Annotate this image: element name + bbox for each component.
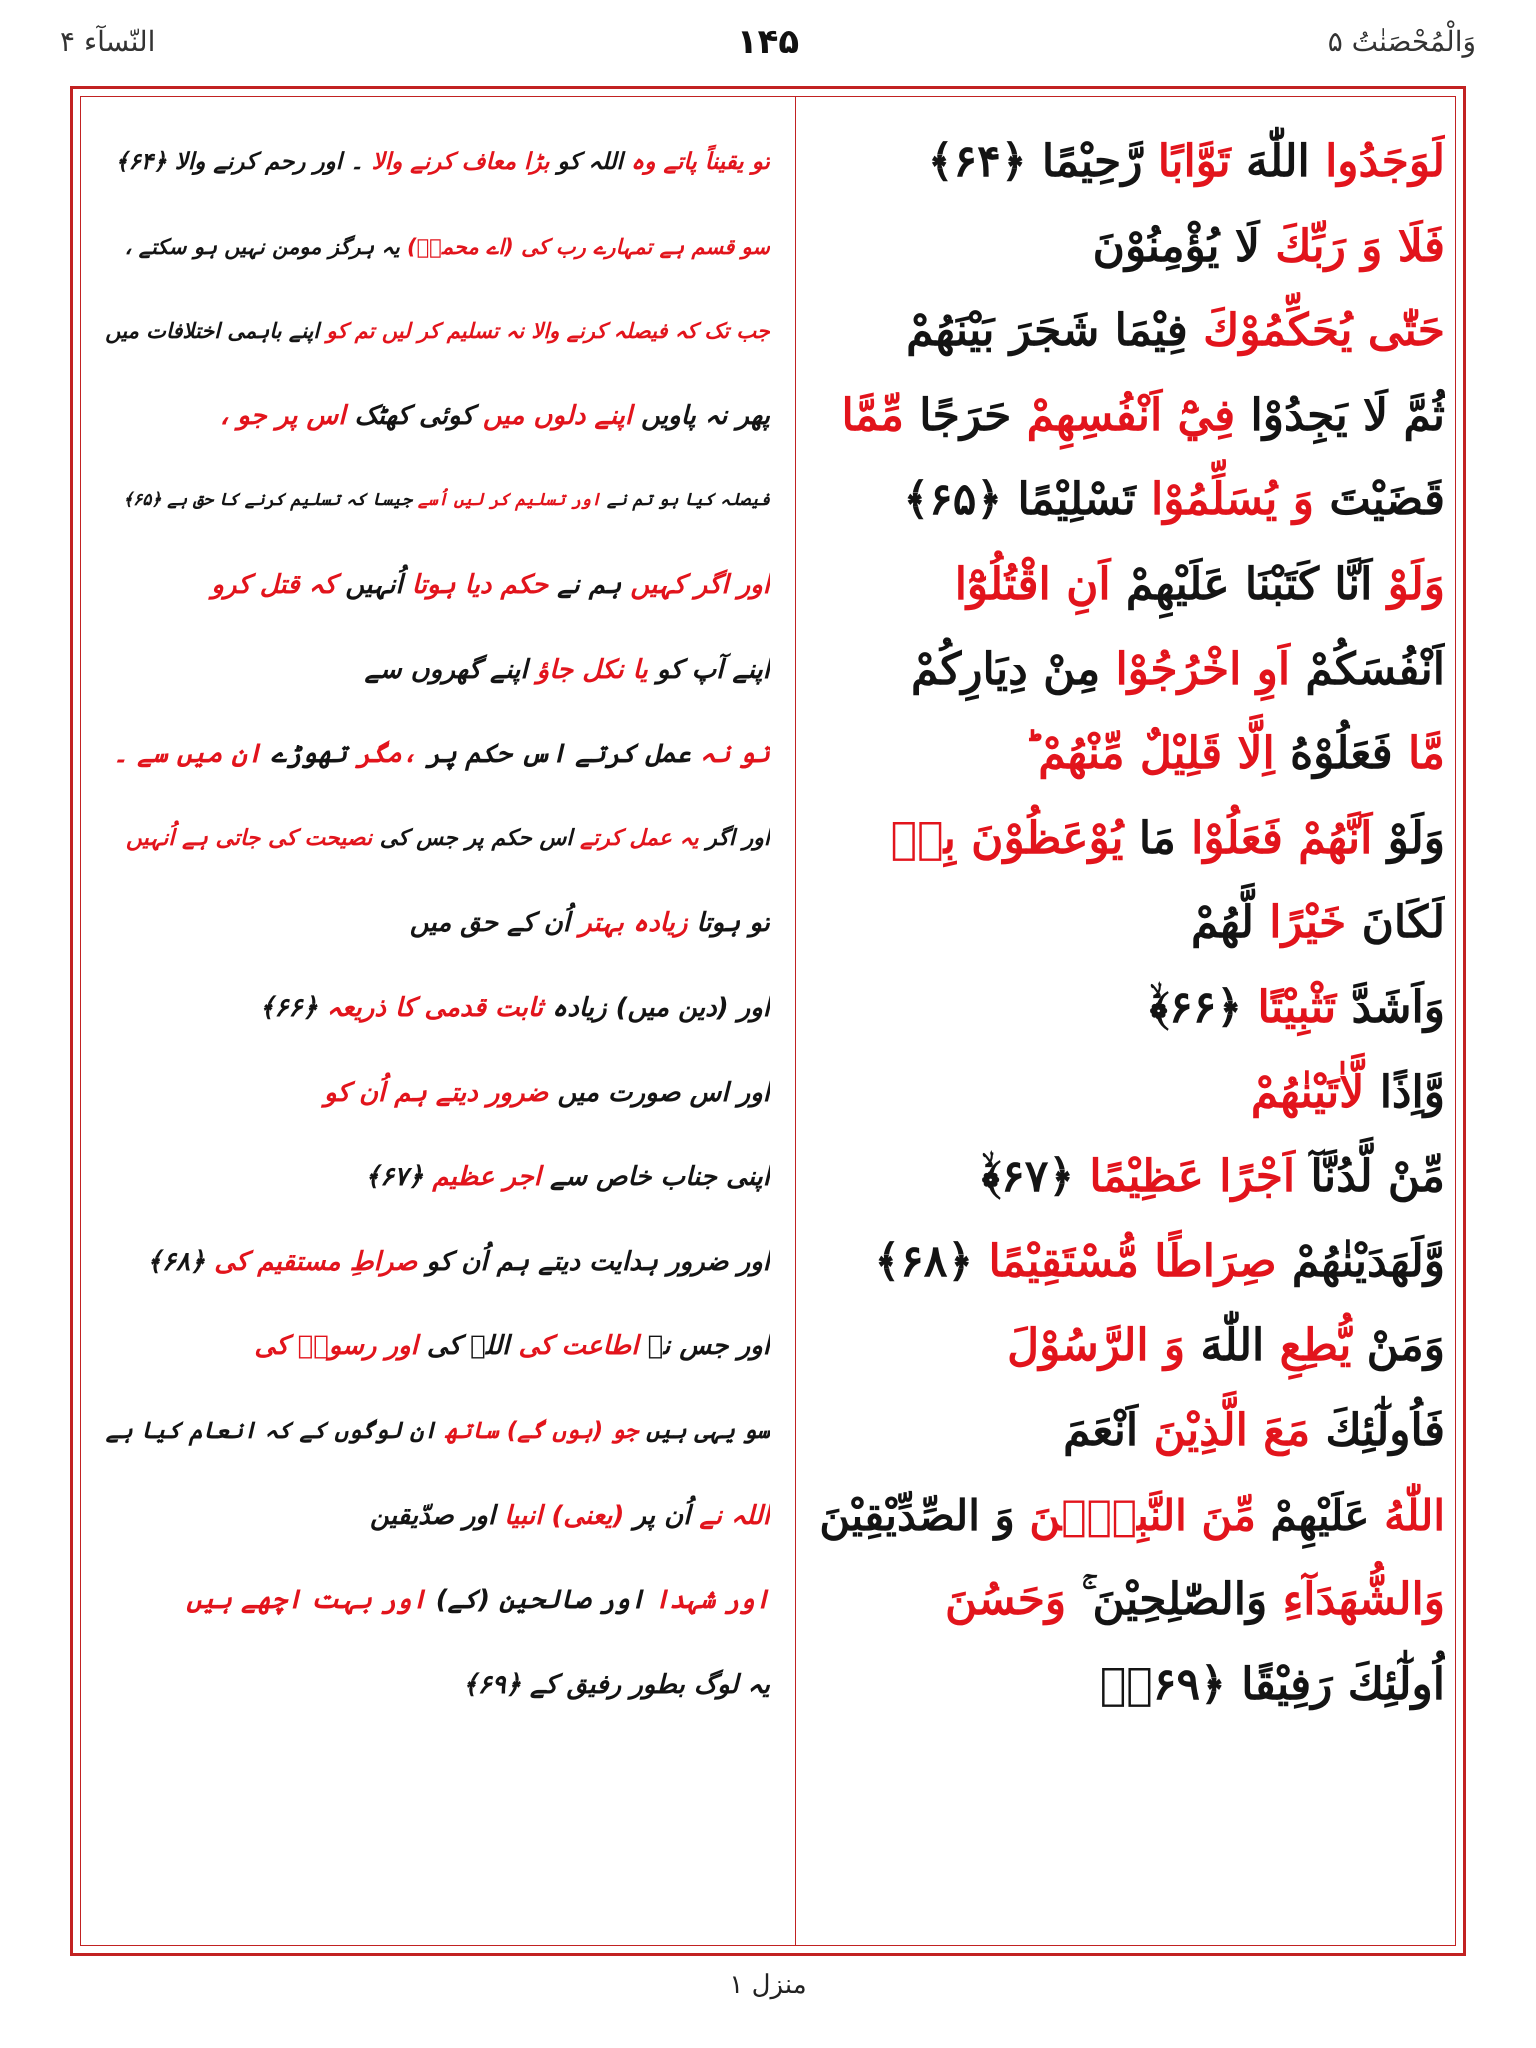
urdu-segment: حکم دیا ہوتا [402,569,549,600]
urdu-segment: اور صدّیقین [370,1500,496,1531]
arabic-segment: ﴿۶۷﴾ۙ [981,1151,1075,1203]
urdu-segment: اور شہدا [645,1585,770,1616]
arabic-segment: وَحَسُنَ [944,1574,1067,1626]
urdu-segment: جب تک کہ فیصلہ کرنے والا نہ تسلیم کر لیں تم کو [319,319,770,344]
urdu-segment: اور بہت اچھے ہیں [186,1585,427,1616]
urdu-segment: یا نکل جاؤ [527,654,648,685]
urdu-segment: پھر نہ پاویں [632,400,770,431]
urdu-segment: اور جس نے [638,1331,770,1362]
arabic-segment: مِّنْ لَّدُنَّآ [1295,1151,1445,1203]
verse-row [80,120,1456,205]
urdu-segment: اللہ نے [690,1500,770,1531]
urdu-segment: اس حکم پر جس کی [372,825,573,851]
urdu-translation-line [100,712,770,797]
arabic-segment: مَعَ الَّذِيْنَ [1138,1404,1311,1456]
urdu-segment: یہ عمل کرتے [572,825,699,851]
urdu-segment: اُنہیں [336,569,403,600]
arabic-segment: مَا [1123,812,1176,864]
arabic-segment: لَوَجَدُوا [1309,136,1445,187]
arabic-segment: يُوْعَظُوْنَ بِهٖ [890,812,1124,864]
arabic-segment: اَجْرًا عَظِيْمًا [1074,1151,1296,1203]
arabic-segment: اللّٰهَ [1185,1320,1265,1372]
urdu-segment: ،مگر [347,739,418,770]
urdu-segment: اور تسلیم کر لیں اُسے [411,490,601,511]
urdu-translation-line [100,1558,770,1643]
arabic-segment: وَلَوْ [1372,812,1445,864]
urdu-segment: ﴿۶۶﴾ [259,992,318,1023]
arabic-segment: فَلَا وَ رَبِّكَ [1259,220,1445,272]
arabic-line [805,1135,1445,1220]
verse-row [80,1474,1456,1559]
arabic-line [805,966,1445,1051]
arabic-segment: اِلَّا قَلِيْلٌ مِّنْهُمْ [1024,728,1275,780]
urdu-segment: اُن کے حق میں [409,908,571,939]
arabic-segment: لَّاٰتَيْنٰهُمْ [1250,1066,1365,1118]
verse-row [80,289,1456,374]
arabic-line [805,289,1445,374]
urdu-segment: اللہ کی [417,1331,510,1362]
verse-row [80,543,1456,628]
arabic-segment: اَوِ اخْرُجُوْا [1100,643,1291,695]
arabic-segment: اَنْفُسَكُمْ [1290,643,1445,695]
arabic-segment: حَرَجًا [903,389,1012,441]
arabic-line [805,1558,1445,1643]
urdu-segment: جو (ہوں گے) ساتھ [436,1417,639,1444]
urdu-segment: جیسا کہ تسلیم کرنے کا حق ہے ﴿۶۵﴾ [123,490,412,511]
arabic-line [805,1051,1445,1136]
urdu-segment: اُن پر [624,1500,691,1531]
urdu-translation-line [100,1474,770,1559]
urdu-segment: بڑا معاف کرنے والا [363,149,550,175]
urdu-segment: ضرور دیتے ہم اُن کو [324,1077,549,1108]
urdu-segment: اپنی جناب خاص سے [541,1162,770,1193]
urdu-segment: ان لوگوں کے کہ انعام کیا ہے [105,1417,437,1444]
urdu-segment: اور اس صورت میں [548,1077,770,1108]
urdu-segment: ﴿۶۸﴾ [146,1246,206,1277]
arabic-segment: وَّلَهَدَيْنٰهُمْ [1276,1235,1445,1287]
arabic-segment: فِيْمَا شَجَرَ بَيْنَهُمْ [906,305,1188,357]
urdu-segment: یہ ہرگز مومن نہیں ہو سکتے ، [124,234,400,259]
verse-lines [80,120,1456,1727]
arabic-segment: وَ يُسَلِّمُوْا [1135,474,1314,526]
urdu-translation-line [100,1220,770,1305]
urdu-segment: ثابت قدمی کا ذریعہ [317,992,543,1023]
verse-row [80,712,1456,797]
juz-name: وَالْمُحْصَنٰتُ ۵ [1327,25,1476,58]
arabic-line [805,712,1445,797]
urdu-segment: اللہ کو [549,149,623,175]
urdu-translation-line [100,1135,770,1220]
arabic-line [805,797,1445,882]
urdu-segment: اور (دین میں) زیادہ [542,992,770,1023]
arabic-line [805,1389,1445,1474]
arabic-line [805,881,1445,966]
urdu-segment: تھوڑے [261,739,348,770]
arabic-segment: فِيْٓ اَنْفُسِهِمْ [1011,389,1236,441]
arabic-segment: ثُمَّ لَا يَجِدُوْا [1235,389,1445,441]
urdu-segment: تو یقیناً پاتے وہ [622,149,770,175]
urdu-segment: ہم نے [548,569,622,600]
urdu-segment: اور اگر [698,825,770,851]
arabic-segment: تَثْبِيْتًا [1242,981,1337,1033]
arabic-segment: صِرَاطًا مُّسْتَقِيْمًا [973,1235,1277,1287]
urdu-translation-line [100,1304,770,1389]
urdu-segment: تو نہ [690,739,770,770]
arabic-segment: اَنْعَمَ [1063,1404,1139,1456]
arabic-segment: اَنِ اقْتُلُوْٓا [954,558,1111,610]
urdu-segment: زیادہ بہتر [570,908,688,939]
verse-row [80,1220,1456,1305]
verse-row [80,205,1456,290]
arabic-segment: وَلَوْ [1372,558,1445,610]
urdu-segment: تو ہوتا [687,908,770,939]
verse-row [80,1389,1456,1474]
urdu-translation-line [100,120,770,205]
verse-row [80,797,1456,882]
urdu-segment: کوئی کھٹک [345,400,474,431]
urdu-segment: اور رسولؐ کی [254,1331,418,1362]
urdu-segment: اپنے باہمی اختلافات میں [105,319,320,344]
urdu-translation-line [100,966,770,1051]
arabic-segment: رَّحِيْمًا ﴿۶۴﴾ [927,136,1143,187]
verse-row [80,1051,1456,1136]
arabic-line [805,628,1445,713]
arabic-line [805,1474,1445,1559]
arabic-segment: لَّهُمْ [1190,897,1254,949]
urdu-segment: ﴿۶۷﴾ [364,1162,424,1193]
arabic-line [805,1304,1445,1389]
urdu-segment: اطاعت کی [509,1331,639,1362]
urdu-segment: سو قسم ہے تمہارے رب کی (اے محمدؐ) [399,234,770,259]
urdu-segment: اور صالحین (کے) [426,1585,646,1616]
arabic-segment: وَ الصِّدِّيْقِيْنَ [819,1490,1015,1540]
surah-name: النّسآء ۴ [60,25,156,58]
arabic-segment: اُولٰٓئِكَ رَفِيْقًا ﴿۶۹﴾ؕ [1100,1658,1445,1710]
urdu-segment: نصیحت کی جاتی ہے اُنہیں [125,825,373,851]
urdu-translation-line [100,1389,770,1474]
arabic-line [805,1643,1445,1728]
urdu-segment: اپنے گھروں سے [364,654,528,685]
urdu-segment: اپنے آپ کو [647,654,770,685]
arabic-segment: مَّا [1392,728,1445,780]
arabic-segment: اللّٰهُ [1369,1490,1445,1540]
urdu-translation-line [100,543,770,628]
arabic-line [805,1220,1445,1305]
arabic-segment: ﴿۶۶﴾ۙ [1149,981,1243,1033]
arabic-segment: مِّمَّا [841,389,904,441]
arabic-line [805,458,1445,543]
arabic-segment: فَاُولٰٓئِكَ [1310,1404,1445,1456]
verse-row [80,881,1456,966]
arabic-segment: وَالشُّهَدَآءِ [1267,1574,1445,1626]
manzil-label: منزل ۱ [729,1970,807,2000]
arabic-segment: تَوَّابًا [1142,136,1231,187]
arabic-segment: ﴿۶۸﴾ [874,1235,974,1287]
arabic-segment: اَنَّهُمْ فَعَلُوْا [1175,812,1373,864]
urdu-translation-line [100,289,770,374]
arabic-segment: يُّطِعِ [1264,1320,1352,1372]
urdu-segment: اس پر جو ، [219,400,346,431]
arabic-segment: قَضَيْتَ [1314,474,1445,526]
urdu-translation-line [100,458,770,543]
arabic-segment: وَ الرَّسُوْلَ [1007,1320,1186,1372]
arabic-segment: تَسْلِيْمًا ﴿۶۵﴾ [903,474,1136,526]
urdu-translation-line [100,374,770,459]
arabic-line [805,205,1445,290]
urdu-segment: ان میں سے ۔ [112,739,262,770]
urdu-segment: سو یہی ہیں [638,1417,770,1444]
urdu-segment: عمل کرتے اس حکم پر [417,739,691,770]
verse-row [80,374,1456,459]
verse-row [80,966,1456,1051]
urdu-translation-line [100,205,770,290]
urdu-segment: فیصلہ کیا ہو تم نے [600,490,770,511]
urdu-segment: کہ قتل کرو [211,569,337,600]
urdu-translation-line [100,628,770,713]
urdu-translation-line [100,1051,770,1136]
arabic-segment: مِّنَ النَّبِيّٖنَ [1014,1490,1256,1540]
urdu-segment: اور ضرور ہدایت دیتے ہم اُن کو [417,1246,770,1277]
verse-row [80,628,1456,713]
verse-row [80,1304,1456,1389]
urdu-translation-line [100,881,770,966]
urdu-segment: یہ لوگ بطور رفیق کے ﴿۶۹﴾ [462,1669,770,1700]
arabic-segment: لَكَانَ [1346,897,1445,949]
urdu-segment: اور اگر کہیں [621,569,770,600]
arabic-segment: وَالصّٰلِحِيْنَ ۚ [1066,1574,1268,1626]
arabic-segment: وَمَنْ [1351,1320,1445,1372]
arabic-line [805,543,1445,628]
arabic-segment: اَنَّا كَتَبْنَا عَلَيْهِمْ [1110,558,1373,610]
urdu-segment: اپنے دلوں میں [473,400,633,431]
arabic-segment: عَلَيْهِمْ [1255,1490,1370,1540]
arabic-line [805,120,1445,205]
verse-row [80,458,1456,543]
arabic-segment: خَيْرًا [1253,897,1347,949]
arabic-line [805,374,1445,459]
verse-row [80,1135,1456,1220]
arabic-segment: فَعَلُوْهُ [1274,728,1393,780]
urdu-segment: اجر عظیم [423,1162,542,1193]
arabic-segment: وَاَشَدَّ [1336,981,1445,1033]
urdu-translation-line [100,1643,770,1728]
page-number: ۱۴۵ [736,22,800,62]
urdu-segment: ۔ اور رحم کرنے والا ﴿۶۴﴾ [115,149,364,175]
verse-row [80,1643,1456,1728]
urdu-segment: صراطِ مستقیم کی [205,1246,418,1277]
arabic-segment: وَّاِذًا [1364,1066,1445,1118]
arabic-segment: اللّٰهَ [1230,136,1310,187]
urdu-translation-line [100,797,770,882]
arabic-segment: لَا يُؤْمِنُوْنَ [1092,220,1260,272]
verse-row [80,1558,1456,1643]
urdu-segment: (یعنی) انبیا [495,1500,625,1531]
arabic-segment: حَتّٰى يُحَكِّمُوْكَ [1187,305,1445,357]
arabic-segment: مِنْ دِيَارِكُمْ [911,643,1101,695]
